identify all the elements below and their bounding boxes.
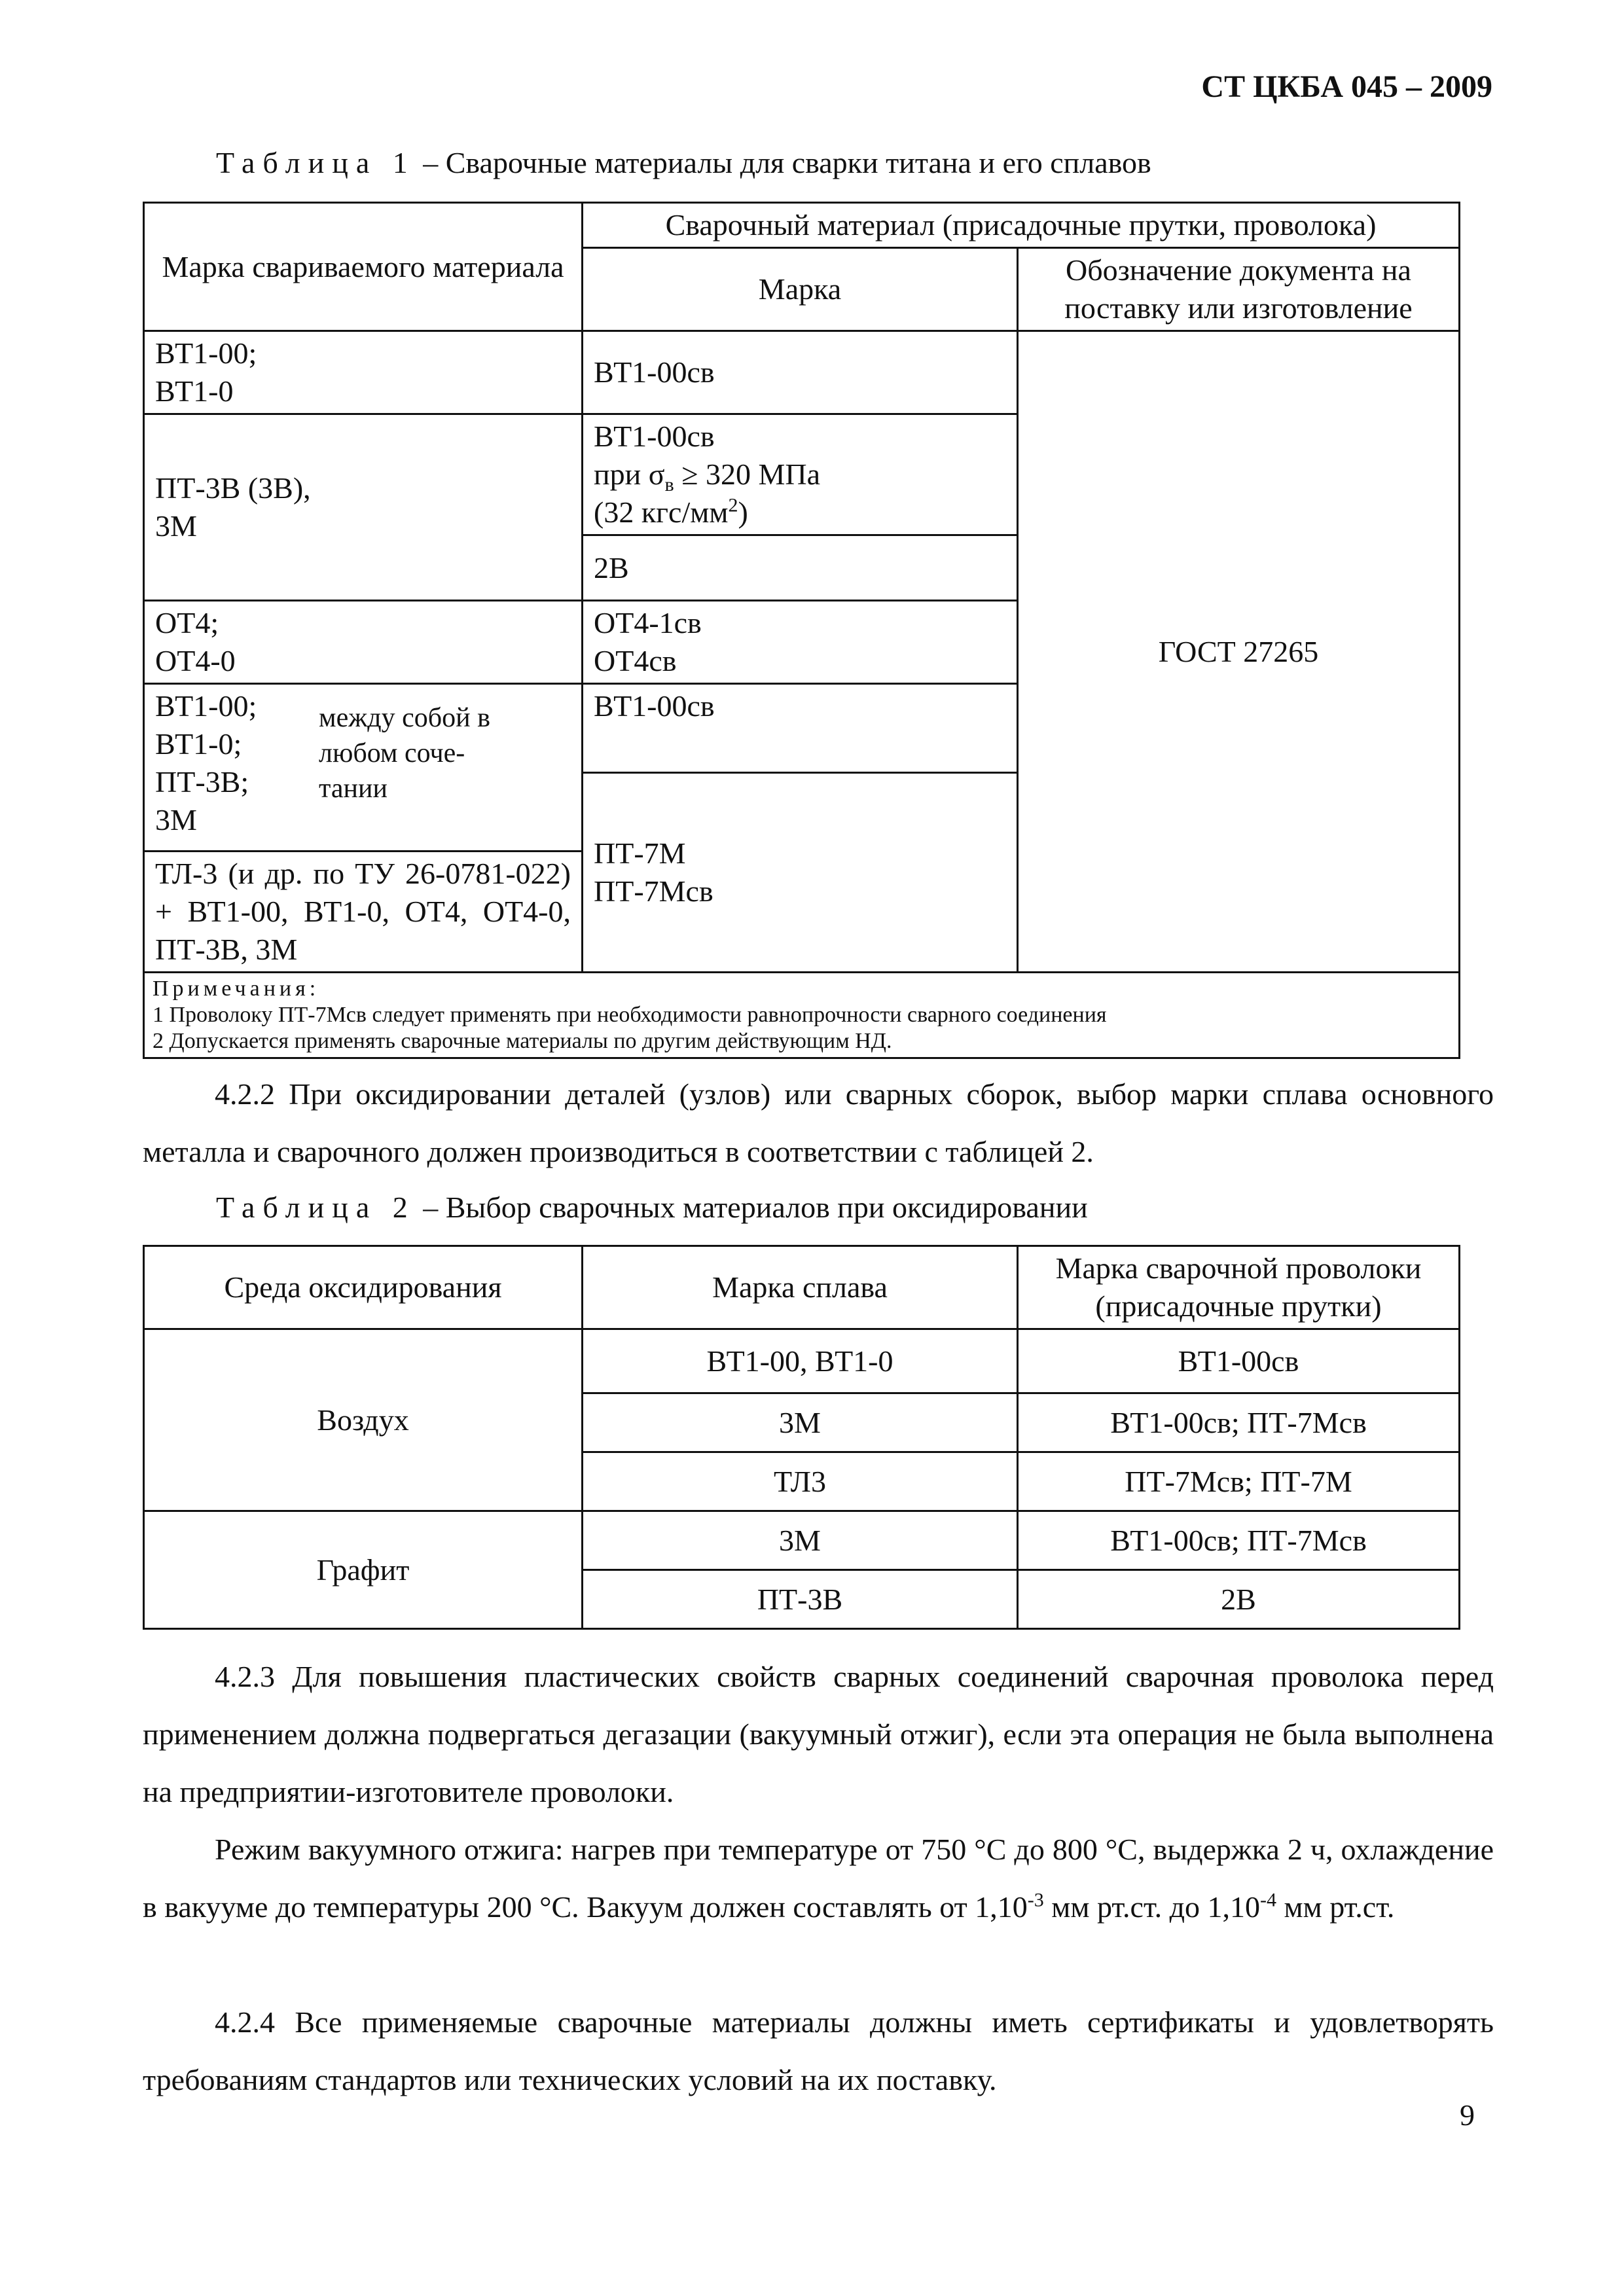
t1-note-2: 2 Допускается применять сварочные материалы по другим действующим НД. <box>153 1029 892 1053</box>
table2-caption <box>216 1190 1088 1225</box>
t2-head-environment: Среда оксидирования <box>144 1246 583 1329</box>
t2-row-wire: 2В <box>1018 1570 1460 1629</box>
table-1 <box>143 202 1460 1059</box>
paragraph-4-2-4: 4.2.4 Все применяемые сварочные материалы должны иметь сертификаты и удовлетворять требованиям стандартов или технических условий на их поставку. <box>143 2005 1494 2096</box>
paragraph-4-2-3: 4.2.3 Для повышения пластических свойств сварных соединений сварочная проволока перед применением должна подвергаться дегазации (вакуумный отжиг), если эта операция не была выполнена на предприятии-изготовителе проволоки. <box>143 1660 1494 1808</box>
page-number: 9 <box>1460 2098 1475 2132</box>
t2-row-alloy: ТЛ3 <box>583 1452 1018 1511</box>
t2-env-air: Воздух <box>144 1329 583 1511</box>
t2-row-alloy: ВТ1-00, ВТ1-0 <box>583 1329 1018 1393</box>
t2-row-wire: ВТ1-00св <box>1018 1329 1460 1393</box>
t1-document-gost: ГОСТ 27265 <box>1018 331 1460 973</box>
t1-r45-weld: ПТ-7М ПТ-7Мсв <box>583 773 1018 973</box>
t2-row-wire: ПТ-7Мсв; ПТ-7М <box>1018 1452 1460 1511</box>
table1-caption <box>216 145 1151 180</box>
t2-row-alloy: ПТ-3В <box>583 1570 1018 1629</box>
t1-r1-material: ВТ1-00; ВТ1-0 <box>144 331 583 414</box>
t1-r5-material: ТЛ-3 (и др. по ТУ 26-0781-022) + ВТ1-00, ВТ1-0, ОТ4, ОТ4-0, ПТ-3В, 3М <box>144 852 583 973</box>
t1-notes <box>144 973 1460 1058</box>
t1-r2-weld-b: 2В <box>583 535 1018 601</box>
t1-r2-weld-a: ВТ1-00св при $\sigma_в \ge 320$ МПа (32 кгс/$мм^2$) <box>583 414 1018 535</box>
table1-caption-label: Таблица 1 <box>216 146 416 179</box>
t2-row-wire: ВТ1-00св; ПТ-7Мсв <box>1018 1511 1460 1570</box>
t1-r3-weld: ОТ4-1св ОТ4св <box>583 601 1018 684</box>
paragraph-annealing-mode: Режим вакуумного отжига: нагрев при температуре от 750 °С до 800 °С, выдержка 2 ч, охлаждение в вакууме до температуры 200 °С. Вакуум должен составлять от $1,10^{-3}$ мм рт.ст. до $1,10^{-4}$ мм рт.ст. <box>143 1833 1494 1924</box>
t2-row-wire: ВТ1-00св; ПТ-7Мсв <box>1018 1393 1460 1452</box>
t2-head-wire: Марка сварочной проволоки (присадочные прутки) <box>1018 1246 1460 1329</box>
t1-head-group: Сварочный материал (присадочные прутки, проволока) <box>583 203 1460 248</box>
t1-notes-title: Примечания: <box>153 977 320 1001</box>
t2-env-graphite: Графит <box>144 1511 583 1629</box>
t1-r4-weld: ВТ1-00св <box>583 684 1018 773</box>
t2-head-alloy: Марка сплава <box>583 1246 1018 1329</box>
t1-head-document: Обозначение документа на поставку или изготовление <box>1018 248 1460 331</box>
t1-r1-weld: ВТ1-00св <box>583 331 1018 414</box>
table1-caption-text: – Сварочные материалы для сварки титана и его сплавов <box>415 146 1151 179</box>
t2-row-alloy: 3М <box>583 1511 1018 1570</box>
document-code: СТ ЦКБА 045 – 2009 <box>1201 69 1492 104</box>
t1-r2-material: ПТ-3В (3В), 3М <box>144 414 583 601</box>
t1-r3-material: ОТ4; ОТ4-0 <box>144 601 583 684</box>
t1-r4-material: ВТ1-00; ВТ1-0; ПТ-3В; 3М между собой в любом соче- тании <box>144 684 583 852</box>
paragraph-4-2-2: 4.2.2 При оксидировании деталей (узлов) или сварных сборок, выбор марки сплава основного металла и сварочного должен производиться в соответствии с таблицей 2. <box>143 1077 1494 1168</box>
table2-caption-text: – Выбор сварочных материалов при оксидировании <box>415 1191 1088 1224</box>
t1-head-material: Марка свариваемого материала <box>144 203 583 331</box>
t1-note-1: 1 Проволоку ПТ-7Мсв следует применять при необходимости равнопрочности сварного соединения <box>153 1003 1107 1027</box>
table2-caption-label: Таблица 2 <box>216 1191 416 1224</box>
t2-row-alloy: 3М <box>583 1393 1018 1452</box>
t1-head-grade: Марка <box>583 248 1018 331</box>
table-2 <box>143 1245 1460 1630</box>
